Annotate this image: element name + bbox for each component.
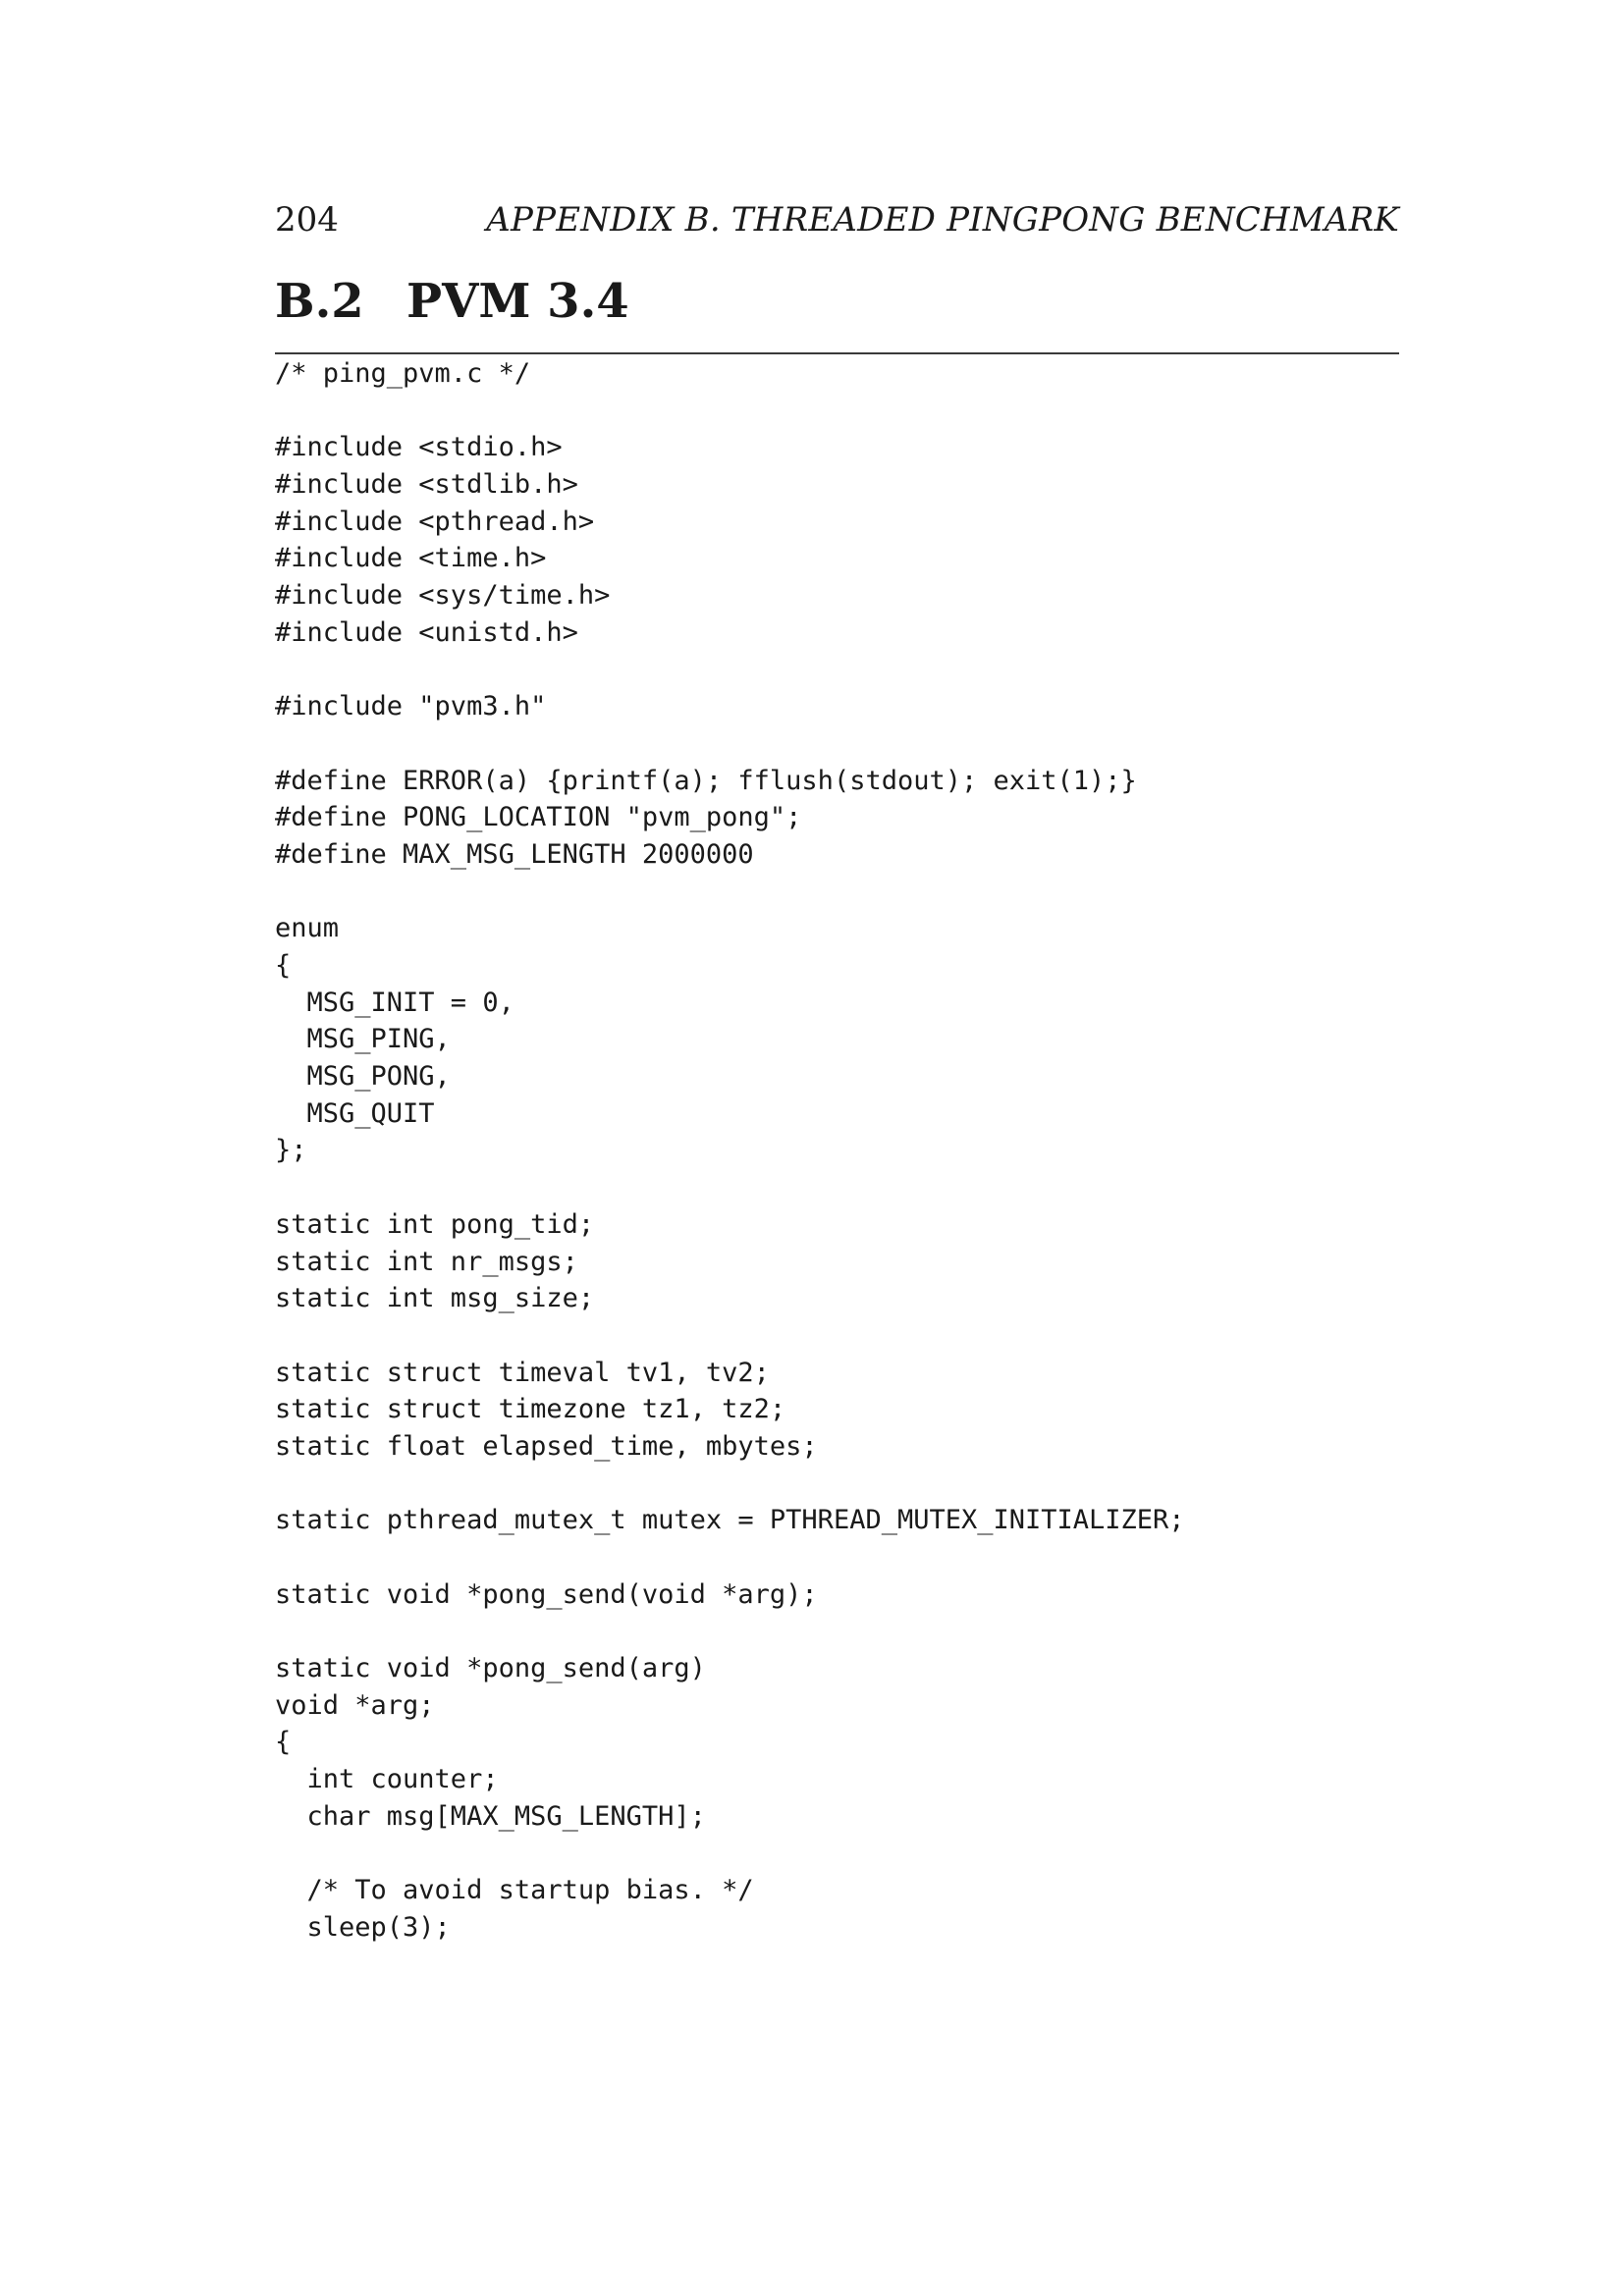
- listing-top-rule: [275, 352, 1399, 354]
- code-line: [275, 652, 1185, 689]
- code-line: int counter;: [275, 1764, 499, 1795]
- code-line: static int pong_tid;: [275, 1208, 595, 1240]
- code-line: [275, 1539, 1185, 1576]
- code-line: #include <unistd.h>: [275, 616, 578, 648]
- code-line: static int msg_size;: [275, 1283, 595, 1314]
- running-header: [275, 196, 1399, 243]
- page-number: 204: [275, 200, 339, 240]
- code-line: static pthread_mutex_t mutex = PTHREAD_MUTEX_INITIALIZER;: [275, 1505, 1185, 1536]
- code-line: void *arg;: [275, 1689, 435, 1721]
- code-line: char msg[MAX_MSG_LENGTH];: [275, 1800, 706, 1832]
- code-line: MSG_PONG,: [275, 1061, 451, 1093]
- code-line: #define MAX_MSG_LENGTH 2000000: [275, 838, 754, 870]
- code-line: #include <sys/time.h>: [275, 580, 611, 612]
- code-line: {: [275, 950, 292, 981]
- code-line: static struct timeval tv1, tv2;: [275, 1357, 770, 1388]
- code-line: [275, 1169, 1185, 1206]
- code-line: enum: [275, 913, 340, 944]
- code-line: static void *pong_send(arg): [275, 1653, 706, 1684]
- code-line: /* ping_pvm.c */: [275, 358, 531, 389]
- code-line: [275, 1466, 1185, 1503]
- code-line: #define ERROR(a) {printf(a); fflush(stdout); exit(1);}: [275, 765, 1137, 796]
- code-line: #include <pthread.h>: [275, 506, 595, 537]
- code-line: [275, 1613, 1185, 1650]
- code-line: static void *pong_send(void *arg);: [275, 1578, 818, 1610]
- code-line: #define PONG_LOCATION "pvm_pong";: [275, 802, 802, 833]
- section-heading: [275, 270, 629, 333]
- code-line: [275, 725, 1185, 763]
- code-line: [275, 874, 1185, 911]
- section-title: PVM 3.4: [406, 274, 629, 329]
- code-line: #include <stdio.h>: [275, 432, 563, 463]
- code-line: MSG_QUIT: [275, 1097, 435, 1129]
- code-line: /* To avoid startup bias. */: [275, 1875, 754, 1906]
- code-line: };: [275, 1135, 307, 1166]
- code-line: sleep(3);: [275, 1911, 451, 1943]
- running-title: APPENDIX B. THREADED PINGPONG BENCHMARK: [486, 200, 1399, 240]
- code-line: #include <stdlib.h>: [275, 469, 578, 501]
- code-line: [275, 1836, 1185, 1873]
- code-line: #include "pvm3.h": [275, 691, 547, 722]
- code-line: static float elapsed_time, mbytes;: [275, 1430, 818, 1462]
- code-line: [275, 1317, 1185, 1355]
- code-line: MSG_PING,: [275, 1024, 451, 1055]
- code-line: static struct timezone tz1, tz2;: [275, 1394, 786, 1425]
- section-number: B.2: [275, 274, 364, 329]
- code-line: #include <time.h>: [275, 543, 547, 574]
- code-line: MSG_INIT = 0,: [275, 987, 514, 1018]
- code-listing: [275, 355, 1185, 1947]
- code-line: [275, 393, 1185, 430]
- code-line: {: [275, 1727, 292, 1758]
- code-line: static int nr_msgs;: [275, 1246, 578, 1277]
